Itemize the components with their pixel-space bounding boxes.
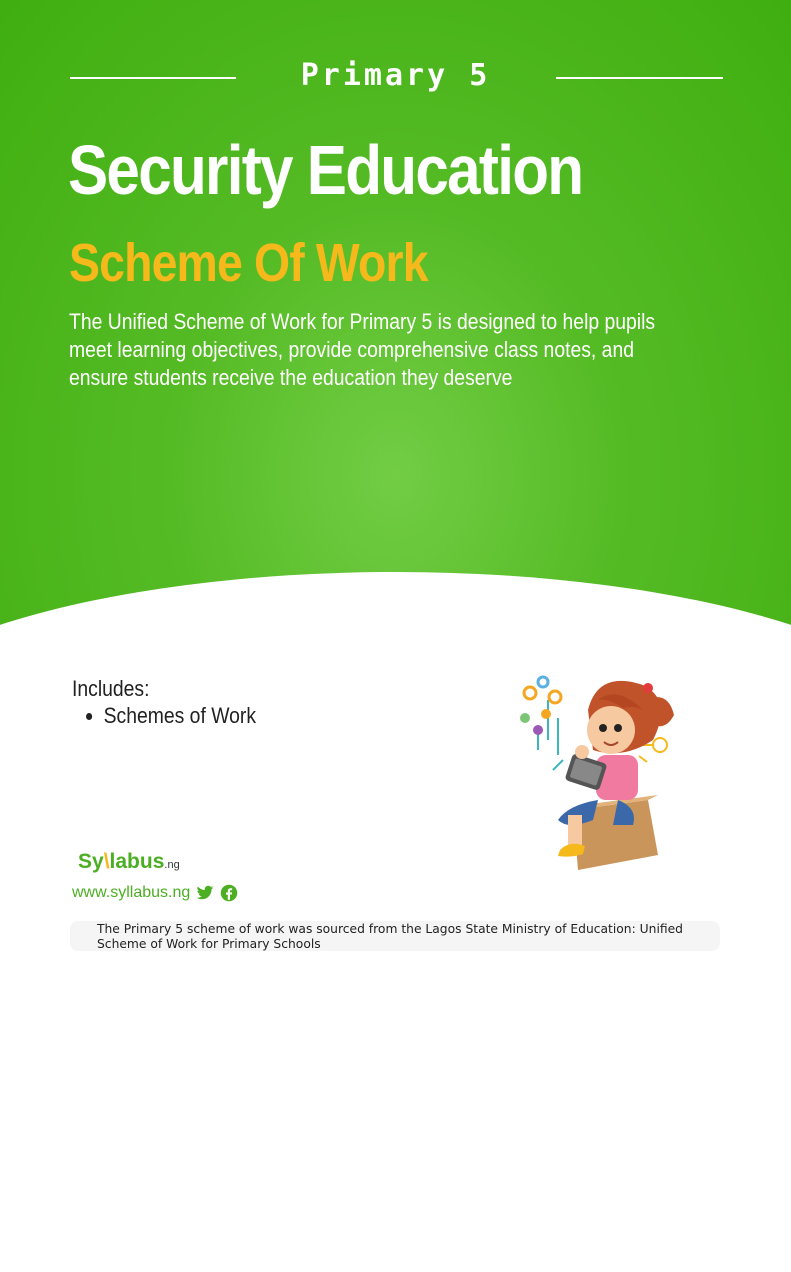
list-item: • Schemes of Work (104, 703, 256, 729)
source-note: The Primary 5 scheme of work was sourced from the Lagos State Ministry of Education: Unified Scheme of Work for Primary Schools (70, 921, 720, 951)
syllabus-logo: Sy\labus.ng (78, 850, 180, 873)
site-row (72, 884, 238, 902)
includes-list (86, 703, 256, 729)
includes-label: Includes: (72, 676, 150, 701)
grade-label: Primary 5 (300, 58, 491, 93)
description: The Unified Scheme of Work for Primary 5 is designed to help pupils meet learning objectives, provide comprehensive class notes, and ensure students receive the education they deserve (69, 309, 656, 390)
website-link[interactable]: www.syllabus.ng (72, 884, 191, 901)
page-title: Security Education (68, 131, 583, 209)
girl-with-tablet-illustration (508, 660, 708, 875)
twitter-icon[interactable] (196, 884, 214, 902)
page-subtitle: Scheme Of Work (69, 233, 428, 293)
facebook-icon[interactable] (220, 884, 238, 902)
